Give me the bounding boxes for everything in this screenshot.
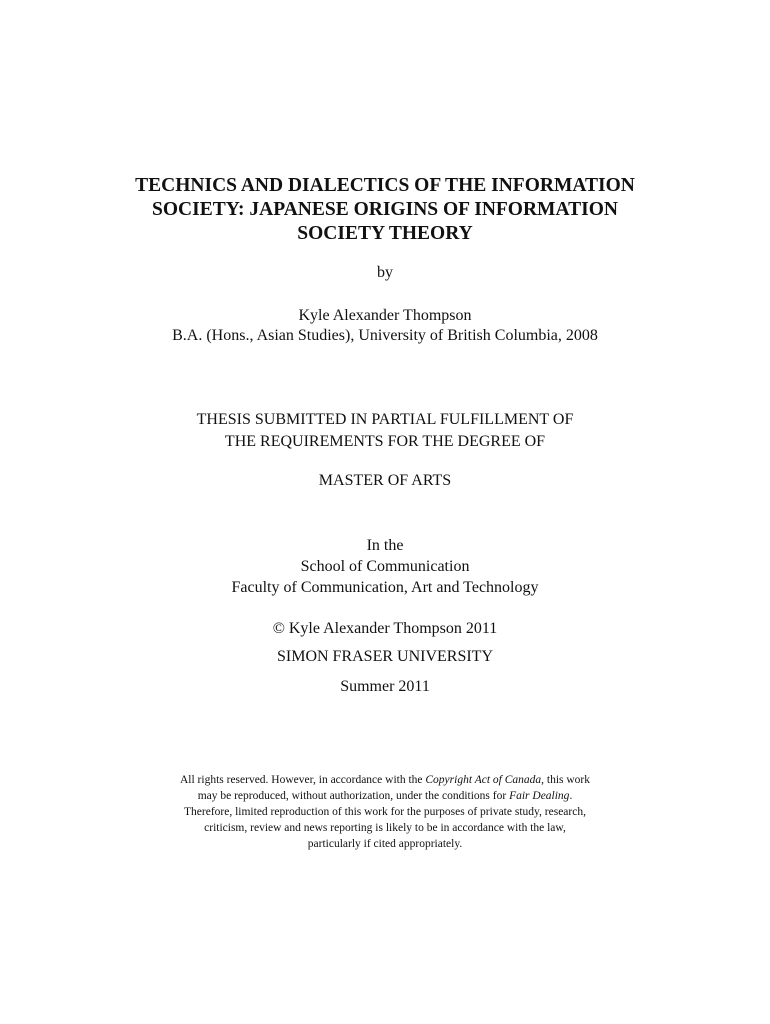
rights-notice-line-2-b: . <box>569 790 573 802</box>
rights-notice-line-2-a: may be reproduced, without authorization, under the conditions for <box>197 790 510 802</box>
school-intro: In the <box>366 537 404 554</box>
rights-notice <box>0 772 770 852</box>
rights-notice-line-1-b: , this work <box>541 774 591 786</box>
thesis-title-line-2: SOCIETY: JAPANESE ORIGINS OF INFORMATION <box>152 199 618 220</box>
thesis-statement <box>0 409 770 453</box>
thesis-title <box>0 174 770 246</box>
rights-notice-line-5: particularly if cited appropriately. <box>307 838 463 850</box>
by-label: by <box>377 264 393 281</box>
thesis-title-line-1: TECHNICS AND DIALECTICS OF THE INFORMATION <box>135 175 635 196</box>
school-name: School of Communication <box>300 558 470 575</box>
faculty-name: Faculty of Communication, Art and Technology <box>231 579 539 596</box>
copyright-act-title: Copyright Act of Canada <box>425 774 542 786</box>
degree-name: MASTER OF ARTS <box>318 472 452 489</box>
rights-notice-line-4: criticism, review and news reporting is likely to be in accordance with the law, <box>204 822 566 834</box>
rights-notice-line-2 <box>0 788 770 804</box>
rights-notice-line-3: Therefore, limited reproduction of this work for the purposes of private study, research, <box>184 806 586 818</box>
fair-dealing-term: Fair Dealing <box>509 790 570 802</box>
thesis-statement-line-1: THESIS SUBMITTED IN PARTIAL FULFILLMENT OF <box>196 411 574 428</box>
author-name: Kyle Alexander Thompson <box>298 307 472 324</box>
thesis-title-line-3: SOCIETY THEORY <box>297 223 473 244</box>
rights-notice-line-1-a: All rights reserved. However, in accordance with the <box>179 774 426 786</box>
author-block <box>0 306 770 346</box>
school-block <box>0 535 770 598</box>
term: Summer 2011 <box>340 678 430 695</box>
author-credential: B.A. (Hons., Asian Studies), University of British Columbia, 2008 <box>172 327 598 344</box>
thesis-statement-line-2: THE REQUIREMENTS FOR THE DEGREE OF <box>224 433 546 450</box>
university-name: SIMON FRASER UNIVERSITY <box>276 648 494 665</box>
copyright-line: © Kyle Alexander Thompson 2011 <box>272 620 498 637</box>
rights-notice-line-1 <box>0 772 770 788</box>
